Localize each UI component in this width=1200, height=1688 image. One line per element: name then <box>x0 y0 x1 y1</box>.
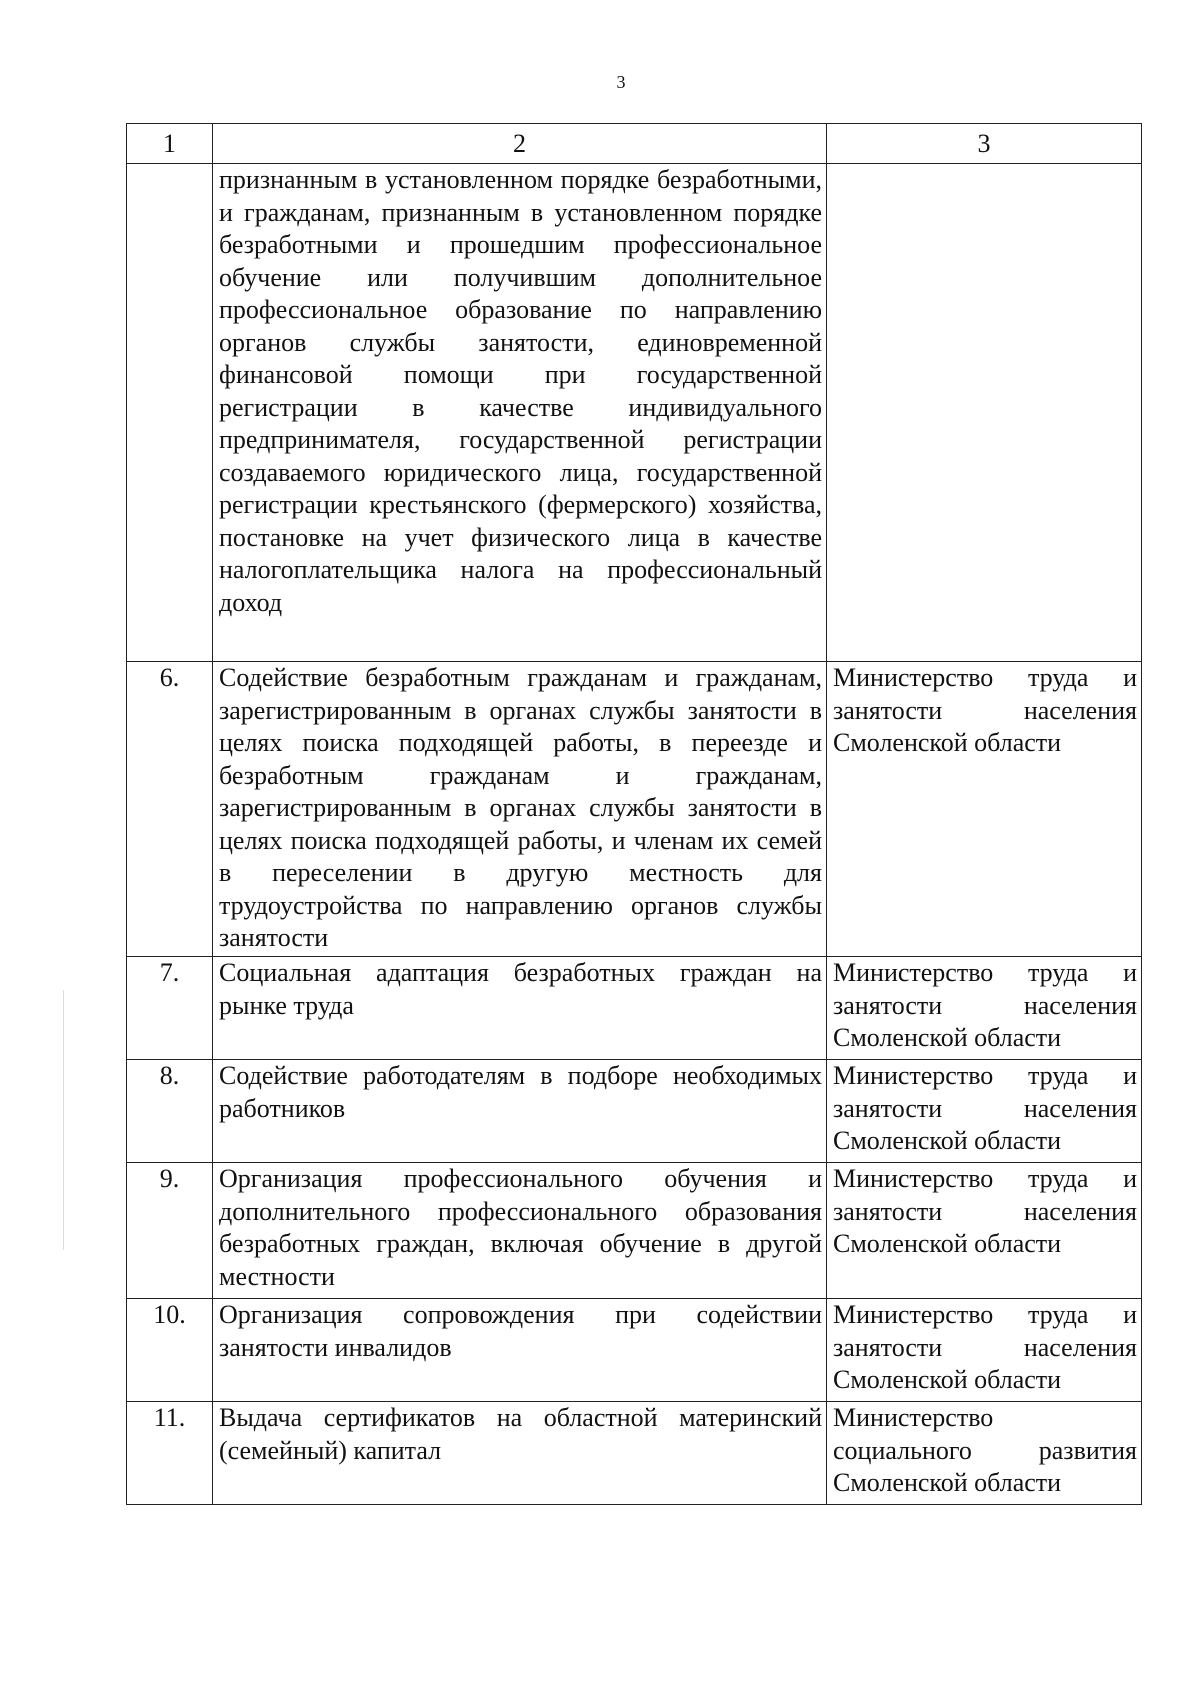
row-number: 9. <box>127 1163 213 1299</box>
row-description: Организация профессионального обучения и дополнительного профессионального образования безработных граждан, включая обучение в другой местности <box>213 1163 827 1299</box>
table-row <box>127 164 1142 662</box>
table-header-row <box>127 124 1142 164</box>
column-number-3: 3 <box>827 124 1142 164</box>
column-number-2: 2 <box>213 124 827 164</box>
row-number: 6. <box>127 662 213 957</box>
row-description: Выдача сертификатов на областной материнский (семейный) капитал <box>213 1402 827 1505</box>
row-responsible: Министерство труда и занятости населения Смоленской области <box>827 1163 1142 1299</box>
services-table <box>126 123 1142 1505</box>
scan-margin-mark <box>63 990 64 1250</box>
table-row <box>127 662 1142 957</box>
row-number: 7. <box>127 957 213 1060</box>
row-responsible: Министерство социального развития Смоленской области <box>827 1402 1142 1505</box>
row-responsible <box>827 164 1142 662</box>
row-description: Социальная адаптация безработных граждан на рынке труда <box>213 957 827 1060</box>
table-row <box>127 1299 1142 1402</box>
row-description: Содействие безработным гражданам и гражданам, зарегистрированным в органах службы занятости в целях поиска подходящей работы, в переезде и безработным гражданам и гражданам, зарегистрированным в органах службы занятости в целях поиска подходящей работы, и членам их семей в переселении в другую местность для трудоустройства по направлению органов службы занятости <box>213 662 827 957</box>
table-row <box>127 1060 1142 1163</box>
column-number-1: 1 <box>127 124 213 164</box>
row-responsible: Министерство труда и занятости населения Смоленской области <box>827 957 1142 1060</box>
row-number: 10. <box>127 1299 213 1402</box>
row-description: признанным в установленном порядке безработными, и гражданам, признанным в установленном порядке безработными и прошедшим профессиональное обучение или получившим дополнительное профессиональное образование по направлению органов службы занятости, единовременной финансовой помощи при государственной регистрации в качестве индивидуального предпринимателя, государственной регистрации создаваемого юридического лица, государственной регистрации крестьянского (фермерского) хозяйства, постановке на учет физического лица в качестве налогоплательщика налога на профессиональный доход <box>213 164 827 662</box>
row-responsible: Министерство труда и занятости населения Смоленской области <box>827 1060 1142 1163</box>
table-row <box>127 957 1142 1060</box>
row-description: Содействие работодателям в подборе необходимых работников <box>213 1060 827 1163</box>
table-row <box>127 1163 1142 1299</box>
row-number: 8. <box>127 1060 213 1163</box>
row-number <box>127 164 213 662</box>
page-number: 3 <box>616 72 626 92</box>
row-responsible: Министерство труда и занятости населения Смоленской области <box>827 1299 1142 1402</box>
row-responsible: Министерство труда и занятости населения Смоленской области <box>827 662 1142 957</box>
table-row <box>127 1402 1142 1505</box>
row-number: 11. <box>127 1402 213 1505</box>
row-description: Организация сопровождения при содействии занятости инвалидов <box>213 1299 827 1402</box>
